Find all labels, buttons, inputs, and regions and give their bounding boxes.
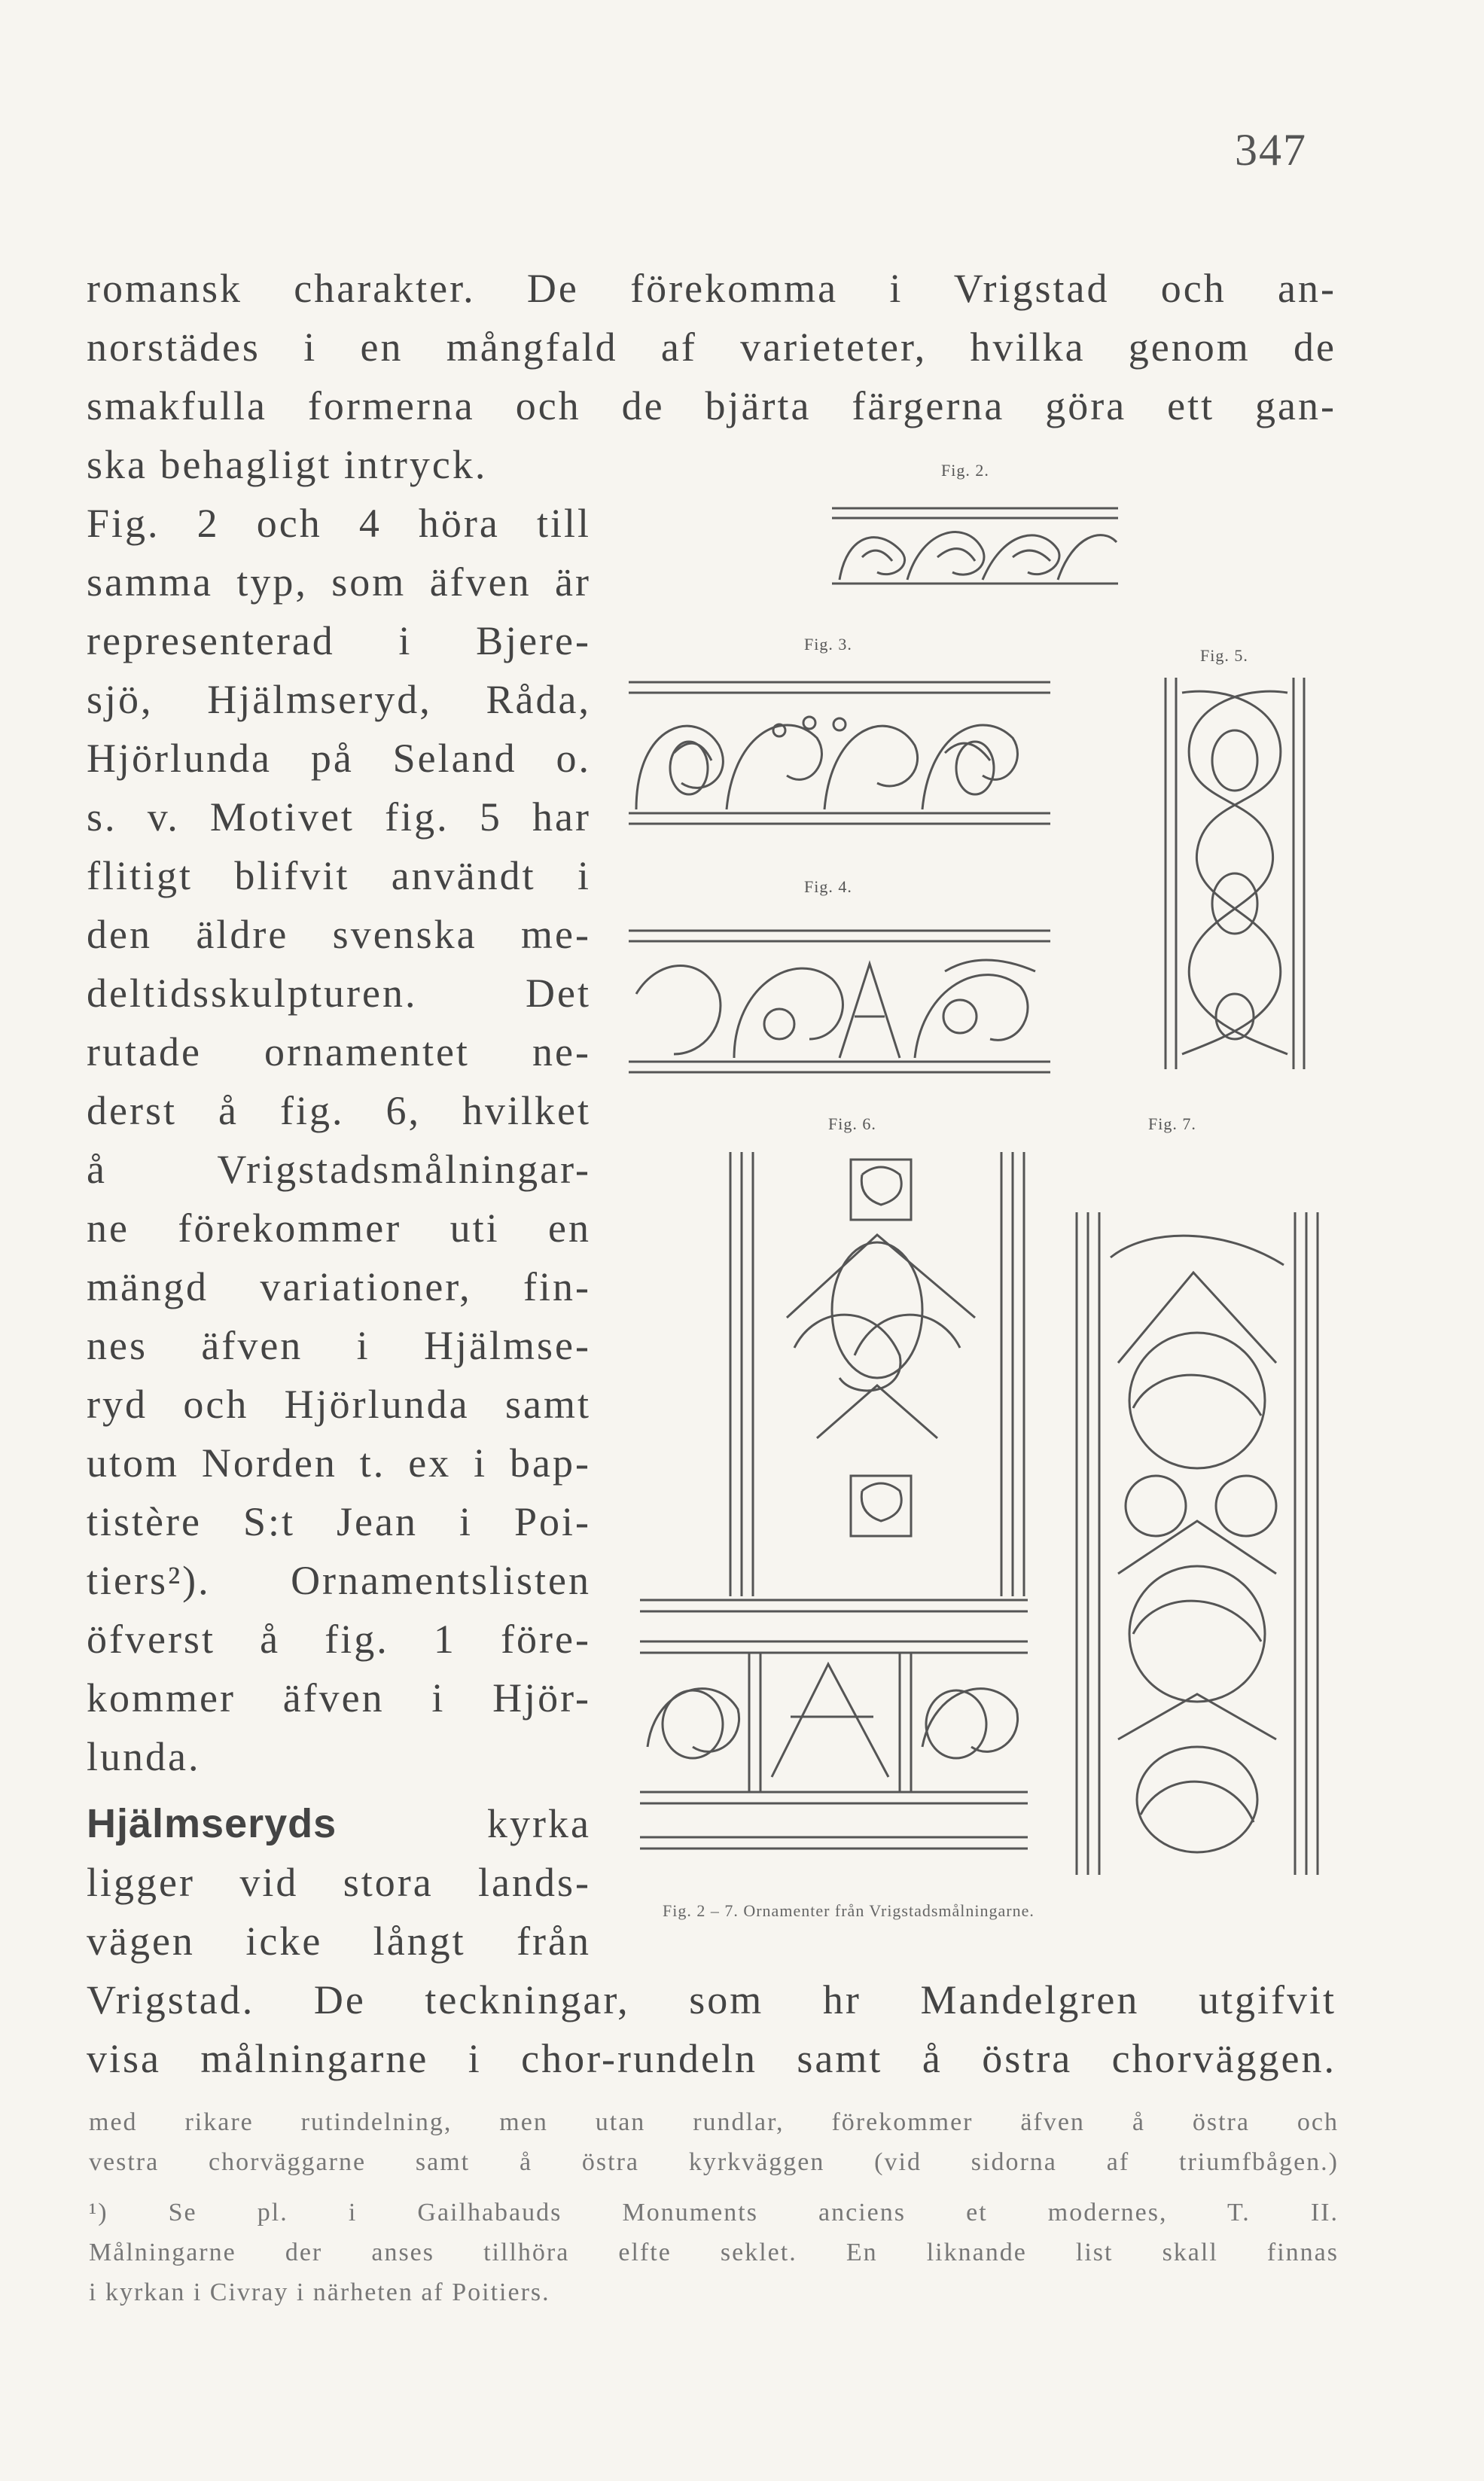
fig-label: Fig. 4. (804, 877, 852, 896)
text-line: s. v. Motivet fig. 5 har (87, 794, 591, 840)
fig6-band (640, 1596, 1028, 1852)
text-line: lunda. (87, 1734, 201, 1779)
text-line: utom Norden t. ex i bap- (87, 1440, 591, 1486)
text-line: Vrigstad. De teckningar, som hr Mandelgren utgifvit (87, 1977, 1336, 2022)
fig7-ornament (1073, 1212, 1321, 1875)
text-line: samma typ, som äfven är (87, 559, 591, 605)
text-line: Fig. 2 och 4 höra till (87, 501, 591, 546)
text-line: Hjörlunda på Seland o. (87, 736, 591, 781)
text-line: ne förekommer uti en (87, 1205, 591, 1251)
fig6-ornament (727, 1152, 1028, 1596)
church-name: Hjälmseryds (87, 1801, 337, 1846)
text-line: flitigt blifvit användt i (87, 853, 591, 898)
fig-label: Fig. 5. (1200, 646, 1248, 665)
fig-label: Fig. 2. (941, 461, 989, 480)
text-line: derst å fig. 6, hvilket (87, 1088, 591, 1133)
fig5-ornament (1159, 678, 1310, 1069)
text-line: deltidsskulpturen. Det (87, 971, 591, 1016)
footnote-line: i kyrkan i Civray i närheten af Poitiers. (89, 2278, 550, 2306)
footnote-line: med rikare rutindelning, men utan rundlar, förekommer äfven å östra och (89, 2108, 1339, 2136)
text-line: nes äfven i Hjälmse- (87, 1323, 591, 1368)
fig-label: Fig. 7. (1148, 1114, 1196, 1133)
text-line: representerad i Bjere- (87, 618, 591, 663)
text-line: norstädes i en mångfald af varieteter, hvilka genom de (87, 325, 1336, 370)
text-line: ska behagligt intryck. (87, 442, 488, 487)
text-line: å Vrigstadsmålningar- (87, 1147, 591, 1192)
fig-label: Fig. 3. (804, 635, 852, 654)
figure-caption: Fig. 2 – 7. Ornamenter från Vrigstadsmålningarne. (663, 1901, 1035, 1920)
text-line: romansk charakter. De förekomma i Vrigstad och an- (87, 266, 1336, 311)
text-line (87, 1795, 591, 1852)
text-fragment: kyrka (337, 1801, 591, 1846)
text-line: öfverst å fig. 1 före- (87, 1617, 591, 1662)
text-line: ligger vid stora lands- (87, 1860, 591, 1905)
text-line: ryd och Hjörlunda samt (87, 1382, 591, 1427)
text-line: smakfulla formerna och de bjärta färgerna göra ett gan- (87, 383, 1336, 428)
page-number: 347 (1235, 125, 1307, 175)
footnote-line: vestra chorväggarne samt å östra kyrkväggen (vid sidorna af triumfbågen.) (89, 2148, 1339, 2176)
text-line: kommer äfven i Hjör- (87, 1675, 591, 1721)
footnote-line: ¹) Se pl. i Gailhabauds Monuments anciens et modernes, T. II. (89, 2199, 1339, 2226)
text-line: sjö, Hjälmseryd, Råda, (87, 677, 591, 722)
text-line: visa målningarne i chor-rundeln samt å östra chorväggen. (87, 2036, 1336, 2081)
fig3-ornament (629, 678, 1050, 828)
text-line: vägen icke långt från (87, 1919, 591, 1964)
text-line: rutade ornamentet ne- (87, 1029, 591, 1074)
fig-label: Fig. 6. (828, 1114, 876, 1133)
text-line: tistère S:t Jean i Poi- (87, 1499, 591, 1544)
text-line: den äldre svenska me- (87, 912, 591, 957)
fig2-ornament (832, 504, 1118, 587)
text-line: tiers²). Ornamentslisten (87, 1558, 591, 1603)
text-line: mängd variationer, fin- (87, 1264, 591, 1309)
fig4-ornament (629, 926, 1050, 1077)
footnote-line: Målningarne der anses tillhöra elfte seklet. En liknande list skall finnas (89, 2239, 1339, 2266)
